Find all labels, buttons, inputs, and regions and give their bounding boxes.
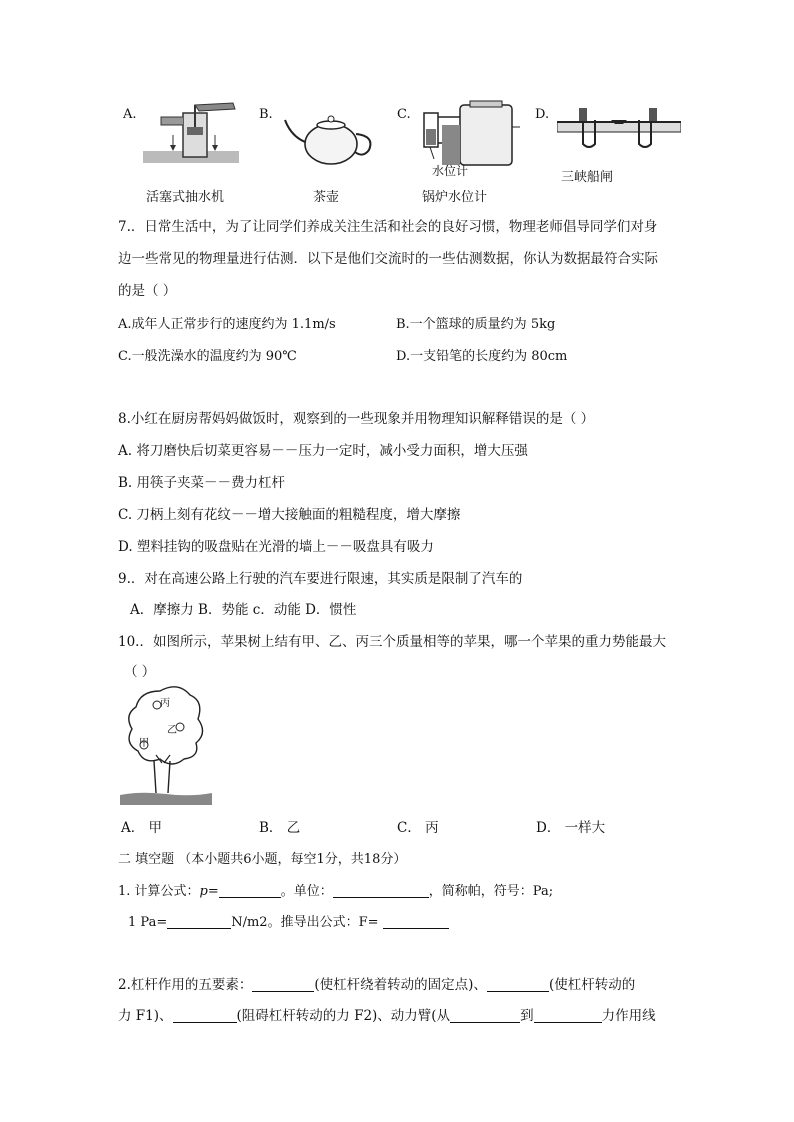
option-letter-c: C. — [397, 107, 411, 122]
apple-label-jia: 甲 — [139, 738, 149, 749]
option-caption-d: 三峡船闸 — [561, 170, 614, 185]
fill1-line1 — [118, 880, 553, 899]
boiler-gauge-figure — [420, 99, 524, 169]
q7-line3: 的是（ ） — [118, 283, 177, 299]
fill1-blank-pa[interactable] — [167, 914, 231, 929]
fill2-label-to: 到 — [520, 1008, 534, 1024]
q10-option-c: C． 丙 — [397, 820, 439, 836]
q8-stem: 8.小红在厨房帮妈妈做饭时，观察到的一些现象并用物理知识解释错误的是（ ） — [118, 411, 595, 427]
fill2-line1 — [118, 973, 635, 993]
fill1-line2 — [128, 911, 449, 930]
option-caption-b: 茶壶 — [313, 190, 340, 205]
option-caption-c: 锅炉水位计 — [422, 190, 488, 205]
q7-line2: 边一些常见的物理量进行估测．以下是他们交流时的一些估测数据，你认为数据最符合实际 — [118, 251, 658, 267]
q8-option-b: B. 用筷子夹菜－－费力杠杆 — [118, 475, 286, 491]
fill1-label-formula: 1. 计算公式： — [118, 884, 200, 899]
q7-option-c: C.一般洗澡水的温度约为 90℃ — [118, 349, 297, 364]
q10-paren: （ ） — [124, 664, 156, 680]
apple-label-bing: 丙 — [160, 698, 170, 709]
fill1-label-pa: 1 Pa= — [128, 915, 168, 930]
fill2-blank-fulcrum[interactable] — [252, 977, 314, 992]
option-caption-a: 活塞式抽水机 — [146, 190, 225, 205]
fill2-blank-resistance[interactable] — [173, 1008, 237, 1023]
piston-pump-figure — [143, 101, 239, 163]
fill2-label-fulcrum: (使杠杆绕着转动的固定点)、 — [314, 977, 487, 993]
option-letter-b: B. — [259, 107, 273, 122]
fill1-label-derive: N/m2。推导出公式：F= — [231, 915, 383, 930]
fill1-blank-unit[interactable] — [333, 883, 429, 898]
apple-label-yi: 乙 — [167, 725, 177, 736]
fill2-label-resistance: (阻碍杠杆转动的力 F2)、动力臂(从 — [236, 1008, 451, 1024]
fill2-label-f1: 力 F1)、 — [118, 1008, 173, 1024]
fill2-label-effort: (使杠杆转动的 — [548, 977, 636, 993]
fill1-label-symbol: ，简称帕，符号：Pa; — [428, 884, 554, 899]
q8-option-d: D. 塑料挂钩的吸盘贴在光滑的墙上－－吸盘具有吸力 — [118, 539, 434, 555]
q8-option-c: C. 刀柄上刻有花纹－－增大接触面的粗糙程度，增大摩擦 — [118, 507, 461, 523]
q8-option-a: A. 将刀磨快后切菜更容易－－压力一定时，减小受力面积，增大压强 — [118, 443, 528, 459]
ship-lock-figure — [557, 104, 681, 154]
q7-option-a: A.成年人正常步行的速度约为 1.1m/s — [118, 317, 336, 332]
q7-line1: 7.．日常生活中，为了让同学们养成关注生活和社会的良好习惯，物理老师倡导同学们对身 — [118, 219, 658, 235]
fill2-blank-to[interactable] — [534, 1008, 602, 1023]
fill1-blank-formula[interactable] — [219, 883, 281, 898]
fill2-blank-from[interactable] — [450, 1008, 520, 1023]
water-gauge-label: 水位计 — [432, 164, 469, 178]
option-letter-d: D. — [535, 107, 550, 122]
q10-option-b: B． 乙 — [259, 820, 301, 836]
fill2-line2 — [118, 1004, 656, 1024]
section2-heading: 二 填空题 （本小题共6小题，每空1分，共18分） — [118, 852, 407, 867]
q10-stem: 10.．如图所示，苹果树上结有甲、乙、丙三个质量相等的苹果，哪一个苹果的重力势能最大 — [118, 634, 666, 650]
fill2-label-line: 力作用线 — [601, 1008, 656, 1024]
q10-option-d: D． 一样大 — [536, 820, 606, 836]
q10-option-a: A． 甲 — [121, 820, 163, 836]
fill1-blank-force[interactable] — [383, 914, 449, 929]
q7-option-d: D.一支铅笔的长度约为 80cm — [396, 349, 568, 364]
q7-option-b: B.一个篮球的质量约为 5kg — [396, 317, 556, 332]
q9-options: A．摩擦力 B．势能 c．动能 D．惯性 — [130, 602, 357, 618]
teapot-figure — [283, 106, 379, 168]
fill2-label-intro: 2.杠杆作用的五要素： — [118, 977, 253, 993]
fill2-blank-effort[interactable] — [487, 977, 549, 992]
option-letter-a: A. — [123, 107, 137, 122]
fill1-p: p= — [199, 884, 219, 899]
q9-stem: 9.．对在高速公路上行驶的汽车要进行限速，其实质是限制了汽车的 — [118, 571, 523, 587]
fill1-label-unit: 。单位： — [280, 884, 333, 899]
